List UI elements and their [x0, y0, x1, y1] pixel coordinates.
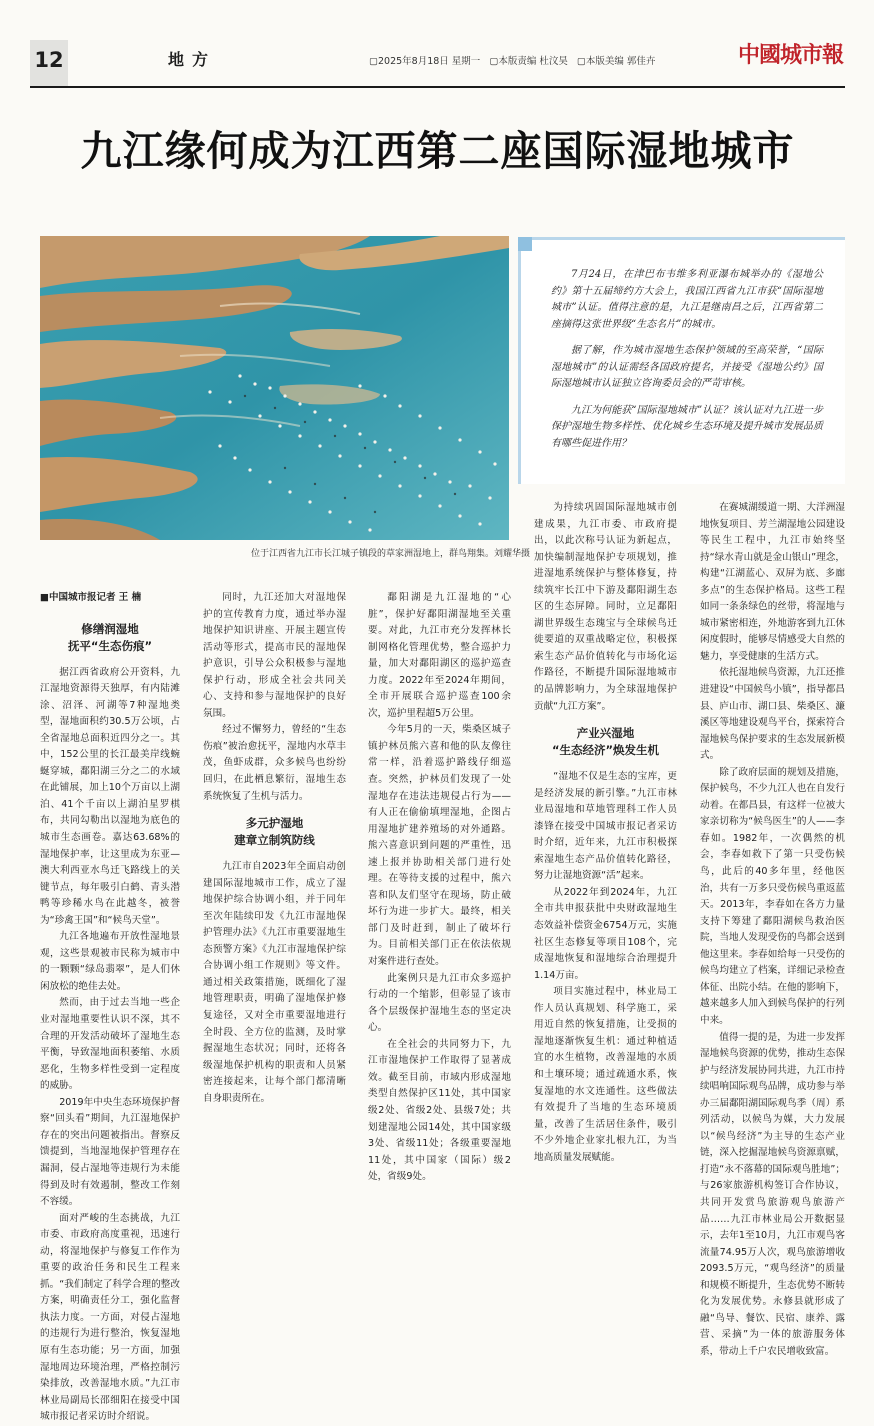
issue-designer: ▢本版美编 郭佳卉	[576, 56, 656, 67]
article-paragraph: 今年5月的一天，柴桑区城子镇护林员熊六喜和他的队友像往常一样，沿着巡护路线仔细巡查。突然，护林员们发现了一处湿地存在违法违规侵占行为——有人正在偷偷填埋湿地，企图占用湿地扩建养殖场的对外通路。熊六喜意识到问题的严重性，迅速上报并协助相关部门进行处理。在等待支援的过程中，熊六喜和队友们坚守在现场，防止破坏行为进一步扩大。最终，相关部门及时赶到，制止了破坏行为。目前相关部门正在依法依规对案件进行查处。	[368, 724, 511, 968]
article-paragraph: 2019年中央生态环境保护督察“回头看”期间，九江湿地保护存在的突出问题被指出。督察反馈提到，当地湿地保护管理存在漏洞，侵占湿地等违规行为未能得到及时有效遏制，整改工作刻不容缓。	[40, 1096, 180, 1208]
intro-paragraph: 九江为何能获“国际湿地城市”认证？该认证对九江进一步保护湿地生物多样性、优化城乡生态环境及提升城市发展品质有哪些促进作用？	[551, 404, 823, 449]
article-paragraph: 此案例只是九江市众多巡护行动的一个缩影，但彰显了该市各个层级保护湿地生态的坚定决心。	[368, 972, 511, 1034]
subhead	[203, 815, 346, 849]
issue-date: ▢2025年8月18日 星期一	[369, 56, 481, 67]
article-column-3	[368, 590, 511, 1250]
article-paragraph: 鄱阳湖是九江湿地的“心脏”，保护好鄱阳湖湿地至关重要。对此，九江市充分发挥林长制网格化管理优势，整合巡护力量，加大对鄱阳湖区的巡护巡查力度。2022年至2024年期间，全市开展联合巡护巡查100余次，巡护里程超5万公里。	[368, 592, 511, 719]
masthead-logo: 中國城市報	[738, 42, 844, 68]
page-number: 12	[30, 40, 68, 80]
article-paragraph: 经过不懈努力，曾经的“生态伤痕”被治愈抚平，湿地内水草丰茂，鱼虾成群，众多候鸟也纷纷回归，在此栖息繁衍，湿地生态系统恢复了生机与活力。	[203, 724, 346, 802]
subhead-line: 修缮润湿地	[81, 621, 139, 636]
subhead	[534, 725, 677, 759]
subhead-line: 抚平“生态伤痕”	[67, 638, 153, 653]
article-column-2	[203, 590, 346, 1250]
article-paragraph: 值得一提的是，为进一步发挥湿地候鸟资源的优势，推动生态保护与经济发展协同共进，九江市持续唱响国际观鸟品牌，成功参与举办三届鄱阳湖国际观鸟季（周）系列活动，以候鸟为媒，大力发展以“候鸟经济”为主导的生态产业链，深入挖掘湿地候鸟资源禀赋，打造“永不落幕的国际观鸟胜地”；与26家旅游机构签订合作协议，共同开发赏鸟旅游观鸟旅游产品……九江市林业局公开数据显示，去年1至10月，九江市观鸟客流量74.95万人次，观鸟旅游增收2093.5万元，“观鸟经济”的质量和规模不断提升，生态优势不断转化为发展优势。永修县就形成了融“鸟导、餐饮、民宿、康养、露营、采摘”为一体的旅游服务体系，带动上千户农民增收致富。	[700, 1031, 845, 1357]
subhead-line: 建章立制筑防线	[234, 833, 315, 848]
byline: ■中国城市报记者 王 楠	[40, 592, 142, 603]
article-paragraph: 然而，由于过去当地一些企业对湿地重要性认识不深，其不合理的开发活动破坏了湿地生态平衡，导致湿地面积萎缩、水质恶化，生物多样性受到一定程度的威胁。	[40, 997, 180, 1092]
article-column-4	[534, 500, 677, 1250]
article-paragraph: 为持续巩固国际湿地城市创建成果，九江市委、市政府提出，以此次称号认证为新起点，加快编制湿地保护专项规划，推进湿地系统保护与整体修复，持续筑牢长江中下游及鄱阳湖生态区的生态屏障。同时，立足鄱阳湖世界级生态瑰宝与全球候鸟迁徙要道的双重战略定位，积极探索生态产品价值转化与市场化运作路径，不断提升国际湿地城市的品牌影响力，为全球湿地保护贡献“九江方案”。	[534, 502, 677, 712]
article-paragraph: 同时，九江还加大对湿地保护的宣传教育力度，通过举办湿地保护知识讲座、开展主题宣传活动等形式，提高市民的湿地保护意识，引导公众积极参与湿地保护行动，形成全社会共同关心、支持和参与湿地保护的良好氛围。	[203, 592, 346, 719]
header-rule	[30, 86, 845, 88]
article-paragraph: 项目实施过程中，林业局工作人员认真规划、科学施工，采用近自然的恢复措施，让受损的湿地逐渐恢复生机：通过种植适宜的水生植物，改善湿地的水质和土壤环境；通过疏通水系，恢复湿地的水文连通性。这些做法有效提升了当地的生态环境质量，改善了生活居住条件，吸引不少外地企业家扎根九江，为当地高质量发展赋能。	[534, 986, 677, 1163]
subhead-line: 多元护湿地	[245, 816, 304, 831]
article-column-5	[700, 500, 845, 1357]
headline: 九江缘何成为江西第二座国际湿地城市	[80, 127, 795, 175]
intro-text	[551, 267, 823, 462]
intro-corner-mark	[518, 237, 532, 251]
article-paragraph: 九江市自2023年全面启动创建国际湿地城市工作，成立了湿地保护综合协调小组，并于同年至次年陆续印发《九江市湿地保护管理办法》《九江市重要湿地生态预警方案》《九江市湿地保护综合协调小组工作规则》等文件。通过相关政策措施，既细化了湿地管理职责，明确了湿地保护修复途径，又对全市重要湿地进行全时段、全方位的监测，及时掌握湿地生态状况；同时，还将各级湿地保护机构的职责和人员紧密连接起来，让每个部门都清晰自身职责所在。	[203, 861, 346, 1104]
intro-paragraph: 据了解，作为城市湿地生态保护领域的至高荣誉，“国际湿地城市”的认证需经各国政府提名，并接受《湿地公约》国际湿地城市认证独立咨询委员会的严苛审核。	[551, 345, 823, 389]
subhead-line: 产业兴湿地	[576, 726, 635, 741]
issue-editor: ▢本版责编 杜汶昊	[489, 56, 568, 67]
issue-meta	[369, 53, 661, 67]
article-paragraph: 据江西省政府公开资料，九江湿地资源得天独厚，有内陆滩涂、沼泽、河湖等7种湿地类型，湿地面积约30.5万公顷，占全省湿地总面积近四分之一。其中，152公里的长江最美岸线蜿蜒穿城，鄱阳湖三分之二的水域在此铺展，加上10个万亩以上湖泊、41个千亩以上湖泊星罗棋布，共同勾勒出以湿地为底色的城市生态画卷。嘉达63.68%的湿地保护率，让这里成为东亚—澳大利西亚水鸟迁飞路线上的关键节点，每年吸引白鹤、青头潜鸭等珍稀水鸟在此越冬，被誉为“珍禽王国”和“候鸟天堂”。	[40, 666, 180, 926]
section-name: 地方	[168, 50, 217, 69]
article-paragraph: 在赛城湖缓道一期、大洋洲湿地恢复项目、芳兰湖湿地公园建设等民生工程中，九江市始终坚持“绿水青山就是金山银山”理念，构建“江湖蓝心、双屏为底、多廊多点”的生态保护格局。这些工程如同一条条绿色的丝带，将湿地与城市紧密相连，外地游客到九江休闲度假时，能够尽情感受大自然的魅力，享受健康的生活方式。	[700, 502, 845, 662]
article-paragraph: 面对严峻的生态挑战，九江市委、市政府高度重视，迅速行动，将湿地保护与修复工作作为重要的政治任务和民生工程来抓。“我们制定了科学合理的整改方案，明确责任分工，强化监督执法力度。一方面，对侵占湿地的违规行为进行整治，恢复湿地原有生态功能；另一方面，加强湿地周边环境治理，严格控制污染排放，改善湿地水质。”九江市林业局副局长邵细阳在接受中国城市报记者采访时介绍说。	[40, 1212, 180, 1423]
intro-paragraph: 7月24日，在津巴布韦维多利亚瀑布城举办的《湿地公约》第十五届缔约方大会上，我国江西省九江市获“国际湿地城市”认证。值得注意的是，九江是继南昌之后，江西省第二座摘得这张世界级“生态名片”的城市。	[551, 269, 823, 330]
article-paragraph: 依托湿地候鸟资源，九江还推进建设“中国候鸟小镇”，指导都昌县、庐山市、湖口县、柴桑区、濂溪区等地建设观鸟平台，探索符合湿地候鸟保护要求的生态发展新模式。	[700, 667, 845, 762]
article-column-1	[40, 590, 180, 1423]
wetland-photo	[40, 236, 509, 540]
subhead	[40, 621, 180, 655]
subhead-line: “生态经济”焕发生机	[551, 743, 660, 758]
article-paragraph: 在全社会的共同努力下，九江市湿地保护工作取得了显著成效。截至目前，市域内形成湿地类型自然保护区11处，其中国家级2处、省级2处、县级7处；共划建湿地公园14处，其中国家级3处、省级11处；各级重要湿地11处，其中国家（国际）级2处，省级9处。	[368, 1038, 511, 1183]
article-paragraph: 从2022年到2024年，九江全市共申报获批中央财政湿地生态效益补偿资金6754万元，实施社区生态修复等项目108个，完成湿地恢复和湿地综合治理提升1.14万亩。	[534, 886, 677, 981]
photo-caption: 位于江西省九江市长江城子镇段的草家洲湿地上，群鸟翔集。刘耀华摄	[250, 549, 530, 559]
article-paragraph: 九江各地遍布开放性湿地景观，这些景观被市民称为城市中的一颗颗“绿岛翡翠”，是人们休闲放松的绝佳去处。	[40, 931, 180, 992]
article-paragraph: “湿地不仅是生态的宝库，更是经济发展的新引擎。”九江市林业局湿地和草地管理科工作人员漆锋在接受中国城市报记者采访时介绍，近年来，九江市积极探索湿地生态产品价值转化路径，努力让湿地资源“活”起来。	[534, 771, 677, 882]
intro-box	[518, 237, 845, 484]
article-paragraph: 除了政府层面的规划及措施，保护候鸟，不少九江人也在自发行动着。在都昌县，有这样一位被大家亲切称为“候鸟医生”的人——李春如。1982年，一次偶然的机会，李春如救下了第一只受伤候鸟，此后的40多年里，经他医治，共有一万多只受伤候鸟重返蓝天。2013年，李春如在各方力量支持下筹建了鄱阳湖候鸟救治医院，当地人发现受伤的鸟都会送到他这里来。李春如给每一只受伤的候鸟均建立了档案，详细记录检查体征、出院小结。在他的影响下，越来越多人加入到候鸟保护的行列中来。	[700, 766, 845, 1026]
